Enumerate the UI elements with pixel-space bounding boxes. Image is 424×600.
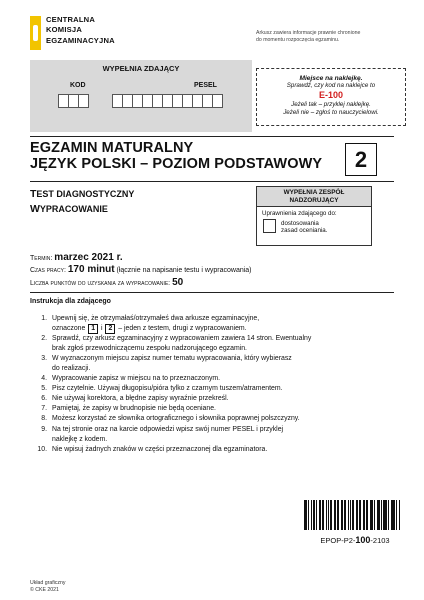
barcode-stripe bbox=[381, 500, 382, 530]
divider bbox=[30, 181, 394, 182]
pesel-label: PESEL bbox=[194, 82, 217, 89]
barcode-stripe bbox=[357, 500, 358, 530]
sticker-area[interactable] bbox=[256, 68, 406, 126]
sticker-yes: Jeżeli tak – przyklej naklejkę. bbox=[291, 101, 371, 108]
exam-subject: JĘZYK POLSKI – POZIOM PODSTAWOWY bbox=[30, 156, 323, 172]
czas-label: Czas pracy: bbox=[30, 267, 66, 274]
instruction-number: 9. bbox=[41, 425, 47, 433]
instruction-text: Pamiętaj, że zapisy w brudnopisie nie będą oceniane. bbox=[52, 405, 216, 413]
accommodation-label bbox=[281, 220, 327, 235]
kod-field[interactable] bbox=[58, 94, 88, 108]
barcode-stripe bbox=[344, 500, 346, 530]
barcode-stripe bbox=[396, 500, 397, 530]
instruction-line: W wyznaczonym miejscu zapisz numer tematu wypracowania, który wybierasz bbox=[52, 355, 292, 363]
accommodation-checkbox[interactable] bbox=[263, 219, 276, 233]
footer-line: Układ graficzny bbox=[30, 580, 66, 586]
instruction-cont-mid: i bbox=[101, 325, 103, 333]
termin-label: Termin: bbox=[30, 255, 53, 262]
instruction-number: 7. bbox=[41, 405, 47, 413]
barcode-stripe bbox=[335, 500, 336, 530]
instruction-text: Pisz czytelnie. Używaj długopisu/pióra tylko z czarnym tuszem/atramentem. bbox=[52, 385, 283, 393]
exam-date-row bbox=[30, 252, 123, 263]
accommodation-line: dostosowania bbox=[281, 220, 319, 227]
instruction-text: Możesz korzystać ze słownika ortograficznego i słownika poprawnej polszczyzny. bbox=[52, 415, 300, 423]
test-subtitle bbox=[30, 203, 108, 215]
exam-title: EGZAMIN MATURALNY bbox=[30, 140, 194, 156]
supervisor-panel bbox=[256, 186, 372, 246]
instruction-item bbox=[32, 374, 392, 384]
barcode-stripe bbox=[378, 500, 380, 530]
termin-value: marzec 2021 r. bbox=[54, 252, 123, 263]
notice-line: Arkusz zawiera informacje prawnie chronione bbox=[256, 30, 361, 36]
instruction-item bbox=[32, 394, 392, 404]
supervisor-panel-header bbox=[257, 187, 371, 207]
sheet-1-marker: 1 bbox=[88, 324, 98, 334]
instruction-cont-pre: oznaczone bbox=[52, 325, 86, 333]
student-fill-panel bbox=[30, 60, 252, 132]
instruction-line: Na tej stronie oraz na karcie odpowiedzi wpisz swój numer PESEL i przyklej bbox=[52, 425, 284, 433]
sticker-title: Miejsce na naklejkę. bbox=[299, 75, 363, 82]
supervisor-header-line: NADZORUJĄCY bbox=[289, 196, 339, 204]
exam-code bbox=[300, 535, 410, 545]
footer bbox=[30, 580, 65, 593]
test-sub-initial: W bbox=[30, 203, 40, 215]
barcode-stripe bbox=[316, 500, 317, 530]
sticker-code: E-100 bbox=[318, 90, 344, 100]
cke-logo-text bbox=[46, 15, 115, 46]
cke-logo bbox=[30, 14, 170, 54]
barcode-stripe bbox=[399, 500, 400, 530]
instruction-number: 10. bbox=[37, 445, 47, 453]
barcode-stripe bbox=[371, 500, 373, 530]
instruction-text: Wypracowanie zapisz w miejscu na to przeznaczonym. bbox=[52, 375, 221, 383]
instruction-number: 5. bbox=[41, 385, 47, 393]
barcode-stripe bbox=[313, 500, 315, 530]
pesel-cell[interactable] bbox=[212, 94, 223, 108]
instruction-item bbox=[32, 334, 392, 354]
barcode-stripe bbox=[328, 500, 329, 530]
barcode-stripe bbox=[374, 500, 375, 530]
barcode-stripe bbox=[322, 500, 324, 530]
barcode bbox=[304, 500, 400, 530]
accommodation-line: zasad oceniania. bbox=[281, 227, 328, 235]
exam-time-row bbox=[30, 264, 252, 275]
instruction-number: 8. bbox=[41, 415, 47, 423]
instruction-item bbox=[32, 445, 392, 455]
logo-line: EGZAMINACYJNA bbox=[46, 35, 115, 45]
divider bbox=[30, 136, 394, 137]
barcode-stripe bbox=[352, 500, 354, 530]
test-title-initial: T bbox=[30, 188, 37, 200]
test-title-rest: EST DIAGNOSTYCZNY bbox=[36, 189, 135, 199]
instruction-text: Nie wpisuj żadnych znaków w części przeznaczonej dla egzaminatora. bbox=[52, 445, 268, 453]
sheet-number: 2 bbox=[345, 143, 377, 176]
instruction-number: 2. bbox=[41, 335, 47, 343]
divider bbox=[30, 292, 394, 293]
logo-line: KOMISJA bbox=[46, 25, 82, 35]
instruction-item bbox=[32, 314, 392, 334]
sheet-2-marker: 2 bbox=[105, 324, 115, 334]
points-row bbox=[30, 277, 183, 288]
uprawnienia-label: Uprawnienia zdającego do: bbox=[262, 210, 337, 218]
protection-notice bbox=[256, 30, 406, 44]
test-title bbox=[30, 188, 134, 200]
barcode-stripe bbox=[306, 500, 307, 530]
punkty-label: Liczba punktów do uzyskania za wypracowanie: bbox=[30, 280, 171, 287]
sticker-check: Sprawdź, czy kod na naklejce to bbox=[286, 82, 376, 89]
barcode-stripe bbox=[330, 500, 332, 530]
instruction-line: Sprawdź, czy arkusz egzaminacyjny z wypracowaniem zawiera 14 stron. Ewentualny bbox=[52, 335, 312, 343]
student-panel-title: WYPEŁNIA ZDAJĄCY bbox=[102, 64, 180, 73]
instruction-text bbox=[52, 354, 392, 374]
instruction-item bbox=[32, 354, 392, 374]
instruction-text bbox=[52, 334, 392, 354]
barcode-stripe bbox=[320, 500, 321, 530]
barcode-stripe bbox=[337, 500, 339, 530]
barcode-stripe bbox=[350, 500, 351, 530]
test-sub-rest: YPRACOWANIE bbox=[39, 204, 108, 214]
barcode-stripe bbox=[308, 500, 309, 530]
kod-label: KOD bbox=[70, 82, 86, 89]
footer-line: © CKE 2021 bbox=[30, 586, 59, 593]
instruction-text bbox=[52, 425, 392, 445]
exam-code-suffix: -2103 bbox=[370, 536, 390, 545]
exam-code-prefix: EPOP-P2- bbox=[320, 536, 356, 545]
barcode-stripe bbox=[386, 500, 387, 530]
punkty-value: 50 bbox=[172, 277, 184, 288]
instructions-title: Instrukcja dla zdającego bbox=[30, 298, 111, 305]
barcode-stripe bbox=[342, 500, 343, 530]
instruction-item bbox=[32, 425, 392, 445]
instruction-cont: naklejkę z kodem. bbox=[52, 435, 108, 443]
instruction-number: 6. bbox=[41, 395, 47, 403]
instruction-text bbox=[52, 314, 392, 334]
instructions-list bbox=[32, 314, 392, 455]
instruction-number: 4. bbox=[41, 375, 47, 383]
instruction-text: Nie używaj korektora, a błędne zapisy wyraźnie przekreśl. bbox=[52, 395, 229, 403]
pesel-field[interactable] bbox=[112, 94, 222, 108]
barcode-stripe bbox=[388, 500, 389, 530]
instruction-cont bbox=[52, 324, 392, 334]
instruction-number: 3. bbox=[41, 355, 47, 363]
barcode-stripe bbox=[393, 500, 395, 530]
czas-value: 170 minut bbox=[67, 264, 115, 275]
instruction-number: 1. bbox=[41, 315, 47, 322]
cke-logo-mark bbox=[30, 16, 41, 50]
instruction-item bbox=[32, 414, 392, 424]
barcode-stripe bbox=[364, 500, 365, 530]
notice-line: do momentu rozpoczęcia egzaminu. bbox=[256, 37, 340, 43]
supervisor-header-line: WYPEŁNIA ZESPÓŁ bbox=[283, 189, 345, 196]
logo-line: CENTRALNA bbox=[46, 15, 96, 24]
czas-note: (łącznie na napisanie testu i wypracowania) bbox=[116, 267, 252, 274]
instruction-cont-post: – jeden z testem, drugi z wypracowaniem. bbox=[118, 325, 247, 333]
instruction-item bbox=[32, 384, 392, 394]
instruction-cont: do realizacji. bbox=[52, 365, 91, 373]
exam-code-bold: 100 bbox=[355, 535, 371, 545]
kod-cell[interactable] bbox=[78, 94, 89, 108]
barcode-stripe bbox=[366, 500, 368, 530]
instruction-item bbox=[32, 404, 392, 414]
instruction-line: Upewnij się, że otrzymałaś/otrzymałeś dwa arkusze egzaminacyjne, bbox=[52, 315, 260, 322]
barcode-stripe bbox=[359, 500, 361, 530]
sticker-no: Jeżeli nie – zgłoś to nauczycielowi. bbox=[283, 109, 379, 116]
instruction-cont: brak zgłoś przewodniczącemu zespołu nadzorującego egzamin. bbox=[52, 345, 247, 353]
